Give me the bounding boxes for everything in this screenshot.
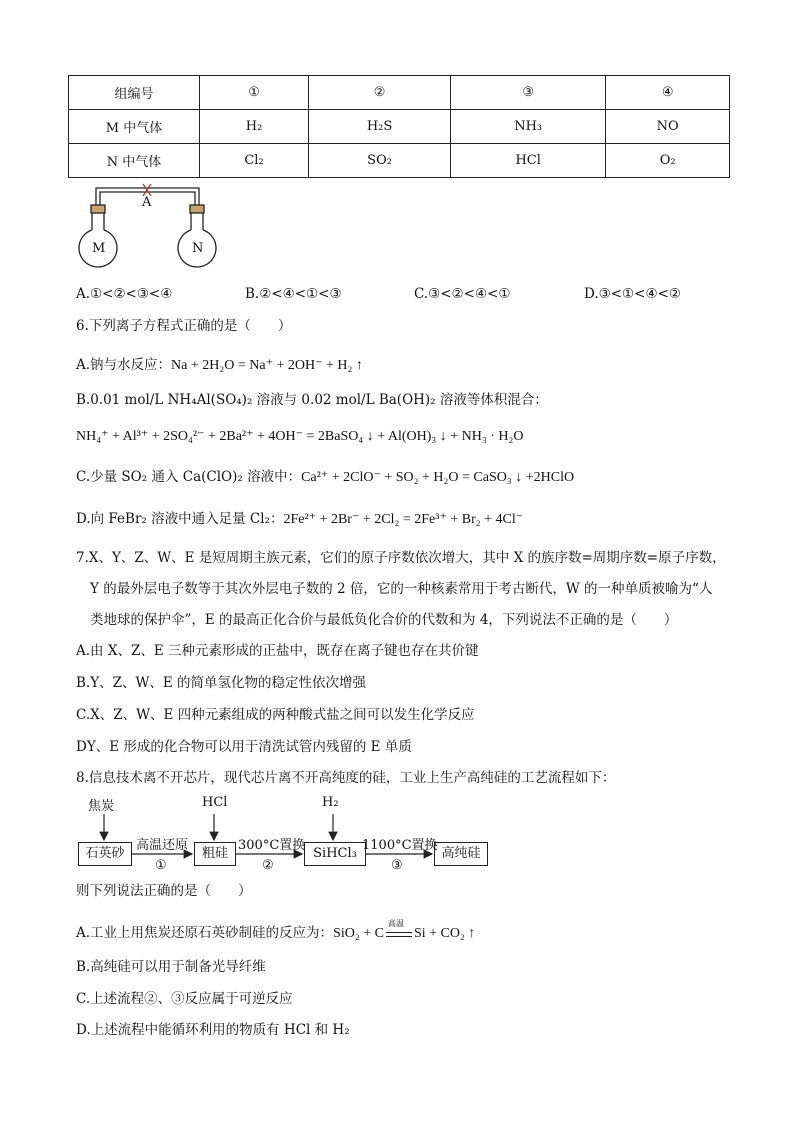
table-cell: HCl (451, 144, 606, 178)
flow-input-h2: H₂ (322, 795, 339, 810)
table-cell: H₂S (309, 110, 451, 144)
flow-step-1-number: ① (155, 858, 167, 873)
q8-a-eq-right: Si + CO₂ ↑ (413, 926, 476, 941)
q8-a-eq-left: SiO₂ + C (333, 926, 384, 941)
equals-line-2 (386, 936, 412, 937)
table-cell: 组编号 (69, 76, 200, 110)
q5-option-d: D.③<①<④<② (584, 286, 681, 302)
flow-box-quartz-sand: 石英砂 (78, 842, 132, 866)
valve-label: A (142, 195, 152, 210)
q7-option-a: A.由 X、Z、E 三种元素形成的正盐中，既存在离子键也存在共价键 (76, 643, 479, 659)
q6-a-equation: Na + 2H₂O = Na⁺ + 2OH⁻ + H₂ ↑ (171, 358, 363, 373)
q8-then: 则下列说法正确的是（ ） (76, 883, 252, 899)
table-cell: Cl₂ (200, 144, 309, 178)
q7-stem-line-2: Y 的最外层电子数等于其次外层电子数的 2 倍，它的一种核素常用于考古断代，W 的一种单质被喻为“人 (90, 581, 713, 597)
q5-option-c: C.③<②<④<① (414, 286, 511, 302)
q8-stem: 8.信息技术离不开芯片，现代芯片离不开高纯度的硅，工业上生产高纯硅的工艺流程如下： (76, 770, 616, 786)
q6-c-prefix: C.少量 SO₂ 通入 Ca(ClO)₂ 溶液中： (76, 469, 302, 485)
table-cell: M 中气体 (69, 110, 200, 144)
q6-stem: 6.下列离子方程式正确的是（ ） (76, 318, 292, 334)
q8-option-a (76, 919, 476, 944)
table-cell: NO (606, 110, 730, 144)
equals-line-1 (386, 932, 412, 933)
table-cell: ③ (451, 76, 606, 110)
q6-option-b: B.0.01 mol/L NH₄Al(SO₄)₂ 溶液与 0.02 mol/L Ba(OH)₂ 溶液等体积混合： (76, 392, 548, 408)
table-cell: O₂ (606, 144, 730, 178)
flow-step-3-label: 1100°C置换 (362, 838, 438, 853)
flow-step-2-number: ② (262, 858, 274, 873)
q7-stem-line-1: 7.X、Y、Z、W、E 是短周期主族元素，它们的原子序数依次增大，其中 X 的族序数=周期序数=原子序数， (76, 550, 726, 566)
flow-box-sihcl3: SiHCl₃ (304, 842, 366, 866)
flow-step-3-number: ③ (391, 858, 403, 873)
q7-option-c: C.X、Z、W、E 四种元素组成的两种酸式盐之间可以发生化学反应 (76, 707, 475, 723)
flow-box-pure-silicon: 高纯硅 (434, 842, 488, 866)
q8-option-c: C.上述流程②、③反应属于可逆反应 (76, 991, 293, 1007)
flow-box-crude-silicon: 粗硅 (194, 842, 236, 866)
table-cell: H₂ (200, 110, 309, 144)
q7-option-b: B.Y、Z、W、E 的简单氢化物的稳定性依次增强 (76, 675, 367, 691)
flow-input-coke: 焦炭 (88, 799, 115, 814)
q8-option-b: B.高纯硅可以用于制备光导纤维 (76, 959, 266, 975)
table-cell: ① (200, 76, 309, 110)
q8-option-d: D.上述流程中能循环利用的物质有 HCl 和 H₂ (76, 1022, 350, 1038)
flask-n-label: N (192, 241, 204, 256)
q6-d-prefix: D.向 FeBr₂ 溶液中通入足量 Cl₂： (76, 511, 284, 527)
table-cell: N 中气体 (69, 144, 200, 178)
table-cell: ② (309, 76, 451, 110)
q6-b-equation: NH₄⁺ + Al³⁺ + 2SO₄²⁻ + 2Ba²⁺ + 4OH⁻ = 2BaSO₄ ↓ + Al(OH)₃ ↓ + NH₃ · H₂O (76, 429, 524, 444)
q6-c-equation: Ca²⁺ + 2ClO⁻ + SO₂ + H₂O = CaSO₃ ↓ +2HClO (301, 470, 575, 485)
flask-m-label: M (92, 241, 106, 256)
q7-option-d: DY、E 形成的化合物可以用于清洗试管内残留的 E 单质 (76, 739, 412, 755)
table-cell: NH₃ (451, 110, 606, 144)
q5-option-b: B.②<④<①<③ (245, 286, 342, 302)
table-cell: ④ (606, 76, 730, 110)
q8-a-condition-equals (384, 919, 414, 943)
q6-d-equation: 2Fe²⁺ + 2Br⁻ + 2Cl₂ = 2Fe³⁺ + Br₂ + 4Cl⁻ (283, 512, 524, 527)
q8-a-prefix: A.工业上用焦炭还原石英砂制硅的反应为： (76, 925, 334, 941)
flow-input-hcl: HCl (202, 795, 228, 810)
q8-a-condition: 高温 (387, 919, 404, 928)
table-cell: SO₂ (309, 144, 451, 178)
flow-step-2-label: 300°C置换 (238, 838, 306, 853)
q5-option-a: A.①<②<③<④ (76, 286, 173, 302)
q7-stem-line-3: 类地球的保护伞”，E 的最高正化合价与最低负化合价的代数和为 4，下列说法不正确的是（ ） (90, 612, 678, 628)
q6-a-prefix: A.钠与水反应： (76, 357, 172, 373)
flow-step-1-label: 高温还原 (136, 838, 189, 853)
